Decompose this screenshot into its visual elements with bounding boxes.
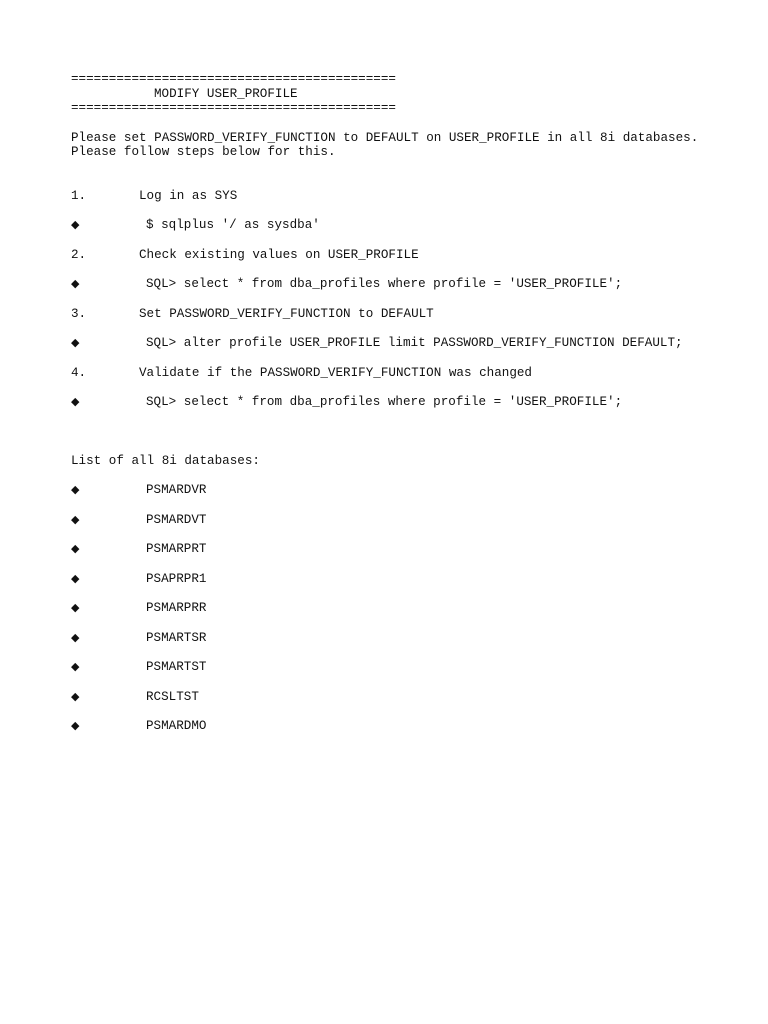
diamond-bullet-icon: ◆ [71,689,80,703]
diamond-bullet-icon: ◆ [71,483,80,496]
diamond-bullet-icon: ◆ [71,571,80,585]
step-3 [71,307,751,322]
step-2-command [71,277,751,292]
diamond-bullet-icon: ◆ [71,336,80,349]
intro-line-2: Please follow steps below for this. [71,145,336,159]
step-number: 4. [71,365,87,380]
step-number: 3. [71,306,87,321]
header-separator-bottom: =========================================== [71,101,396,115]
database-name: PSMARDVR [146,483,207,497]
step-2 [71,248,751,263]
command-text: $ sqlplus '/ as sysdba' [146,218,320,232]
step-number: 2. [71,247,87,262]
step-text: Check existing values on USER_PROFILE [139,247,419,262]
command-text: SQL> select * from dba_profiles where profile = 'USER_PROFILE'; [146,277,623,291]
database-name: PSMARDVT [146,512,207,527]
step-text: Log in as SYS [139,188,238,203]
step-1-command [71,218,751,233]
database-name: PSAPRPR1 [146,571,207,586]
list-item [71,601,751,616]
diamond-bullet-icon: ◆ [71,601,80,614]
list-item [71,542,751,557]
step-1 [71,189,751,204]
databases-list [71,483,751,734]
intro-line-1: Please set PASSWORD_VERIFY_FUNCTION to DEFAULT on USER_PROFILE in all 8i databases. [71,130,699,145]
diamond-bullet-icon: ◆ [71,277,80,290]
step-text: Validate if the PASSWORD_VERIFY_FUNCTION was changed [139,365,532,380]
list-item [71,572,751,587]
diamond-bullet-icon: ◆ [71,719,80,732]
database-name: PSMARPRR [146,601,207,615]
command-text: SQL> alter profile USER_PROFILE limit PASSWORD_VERIFY_FUNCTION DEFAULT; [146,336,683,350]
list-item [71,483,751,498]
diamond-bullet-icon: ◆ [71,218,80,231]
step-4 [71,366,751,381]
steps-list [71,189,751,410]
list-item [71,660,751,675]
header-separator-top: =========================================== [71,72,396,86]
database-name: PSMARDMO [146,719,207,733]
command-text: SQL> select * from dba_profiles where profile = 'USER_PROFILE'; [146,395,623,409]
diamond-bullet-icon: ◆ [71,630,80,644]
list-item [71,690,751,705]
intro-paragraph [71,131,751,160]
step-text: Set PASSWORD_VERIFY_FUNCTION to DEFAULT [139,306,434,321]
diamond-bullet-icon: ◆ [71,512,80,526]
step-number: 1. [71,188,87,203]
list-item [71,719,751,734]
database-name: PSMARTSR [146,630,207,645]
document-page [71,72,751,734]
databases-heading: List of all 8i databases: [71,453,260,468]
diamond-bullet-icon: ◆ [71,660,80,673]
database-name: PSMARTST [146,660,207,674]
step-4-command [71,395,751,410]
list-item [71,513,751,528]
document-title: MODIFY USER_PROFILE [154,86,298,101]
diamond-bullet-icon: ◆ [71,395,80,408]
step-3-command [71,336,751,351]
list-item [71,631,751,646]
diamond-bullet-icon: ◆ [71,542,80,555]
database-name: PSMARPRT [146,542,207,556]
database-name: RCSLTST [146,689,199,704]
